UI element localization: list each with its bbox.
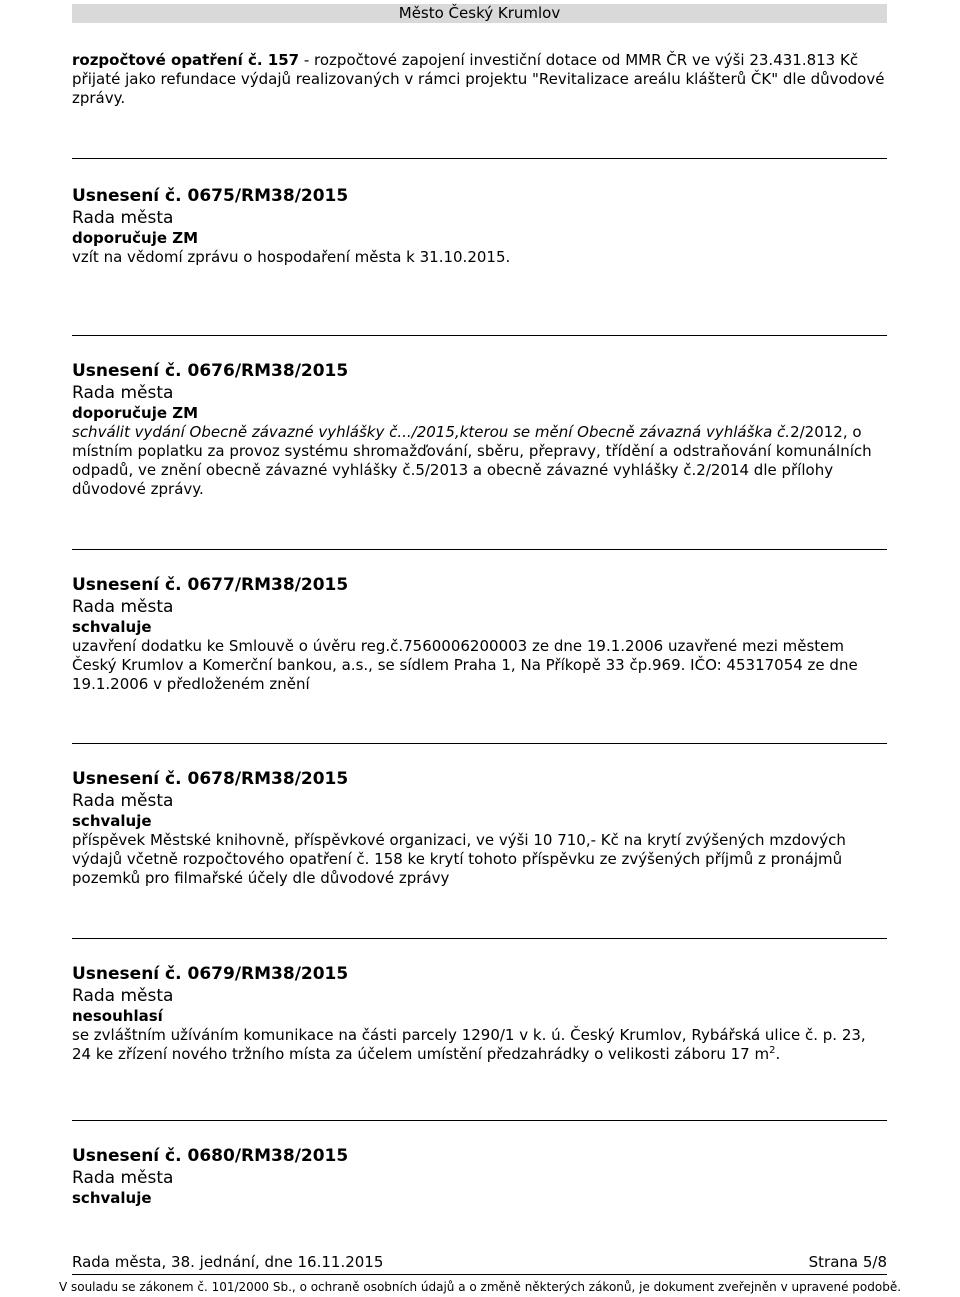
resolution-number: Usnesení č. 0680/RM38/2015: [72, 1146, 349, 1166]
resolution-verb: doporučuje ZM: [72, 229, 199, 247]
resolution-body: Rada města: [72, 597, 174, 617]
resolution-verb: doporučuje ZM: [72, 404, 199, 422]
resolution-verb: schvaluje: [72, 1189, 152, 1207]
page-header: [72, 4, 887, 23]
resolution-number: Usnesení č. 0675/RM38/2015: [72, 186, 349, 206]
footer-divider: [72, 1274, 887, 1275]
divider: [72, 549, 887, 550]
page-header-title: Město Český Krumlov: [398, 4, 561, 22]
resolution-0679: [72, 963, 887, 1064]
divider: [72, 1120, 887, 1121]
resolution-number: Usnesení č. 0677/RM38/2015: [72, 575, 349, 595]
resolution-text-rest: 2/2012, o místním poplatku za provoz systému shromažďování, sběru, přepravy, třídění a odstraňování komunálních odpadů, ve znění obecně závazné vyhlášky č.5/2013 a obecně závazné vyhlášky č.2/2014 dle přílohy důvodové zprávy.: [72, 423, 872, 498]
footer-meeting-info: Rada města, 38. jednání, dne 16.11.2015: [72, 1253, 384, 1271]
resolution-0678: [72, 768, 887, 888]
resolution-number: Usnesení č. 0676/RM38/2015: [72, 361, 349, 381]
resolution-text: vzít na vědomí zprávu o hospodaření města k 31.10.2015.: [72, 248, 511, 266]
resolution-text: uzavření dodatku ke Smlouvě o úvěru reg.č.7560006200003 ze dne 19.1.2006 uzavřené mezi městem Český Krumlov a Komerční bankou, a.s., se sídlem Praha 1, Na Příkopě 33 čp.969. IČO: 45317054 ze dne 19.1.2006 v předloženém znění: [72, 637, 858, 693]
resolution-text-end: .: [775, 1045, 781, 1063]
resolution-verb: schvaluje: [72, 812, 152, 830]
resolution-text-main: se zvláštním užíváním komunikace na části parcely 1290/1 v k. ú. Český Krumlov, Rybářská ulice č. p. 23, 24 ke zřízení nového tržního místa za účelem umístění předzahrádky o velikosti záboru 17 m: [72, 1026, 866, 1063]
resolution-0680: [72, 1145, 887, 1208]
divider: [72, 743, 887, 744]
resolution-body: Rada města: [72, 1168, 174, 1188]
resolution-body: Rada města: [72, 383, 174, 403]
resolution-0675: [72, 185, 887, 267]
resolution-body: Rada města: [72, 208, 174, 228]
resolution-0677: [72, 574, 887, 694]
divider: [72, 335, 887, 336]
intro-paragraph: [72, 51, 887, 108]
intro-bold: rozpočtové opatření č. 157: [72, 51, 300, 69]
legal-notice: V souladu se zákonem č. 101/2000 Sb., o ochraně osobních údajů a o změně některých zákonů, je dokument zveřejněn v upravené podobě.: [58, 1280, 902, 1294]
divider: [72, 938, 887, 939]
resolution-verb: schvaluje: [72, 618, 152, 636]
superscript: 2: [769, 1045, 776, 1056]
resolution-text-italic: schválit vydání Obecně závazné vyhlášky č.../2015,kterou se mění Obecně závazná vyhláška č.: [72, 423, 791, 441]
resolution-body: Rada města: [72, 986, 174, 1006]
resolution-text: [72, 1026, 887, 1064]
intro-text: - rozpočtové zapojení investiční dotace od MMR ČR ve výši 23.431.813 Kč přijaté jako refundace výdajů realizovaných v rámci projektu "Revitalizace areálu klášterů ČK" dle důvodové zprávy.: [72, 51, 885, 107]
resolution-body: Rada města: [72, 791, 174, 811]
resolution-number: Usnesení č. 0678/RM38/2015: [72, 769, 349, 789]
resolution-text: příspěvek Městské knihovně, příspěvkové organizaci, ve výši 10 710,- Kč na krytí zvýšených mzdových výdajů včetně rozpočtového opatření č. 158 ke krytí tohoto příspěvku ze zvýšených příjmů z pronájmů pozemků pro filmařské účely dle důvodové zprávy: [72, 831, 846, 887]
divider: [72, 158, 887, 159]
footer-page-number: Strana 5/8: [808, 1253, 887, 1271]
resolution-0676: [72, 360, 887, 499]
resolution-verb: nesouhlasí: [72, 1007, 163, 1025]
resolution-text: [72, 423, 887, 499]
resolution-number: Usnesení č. 0679/RM38/2015: [72, 964, 349, 984]
